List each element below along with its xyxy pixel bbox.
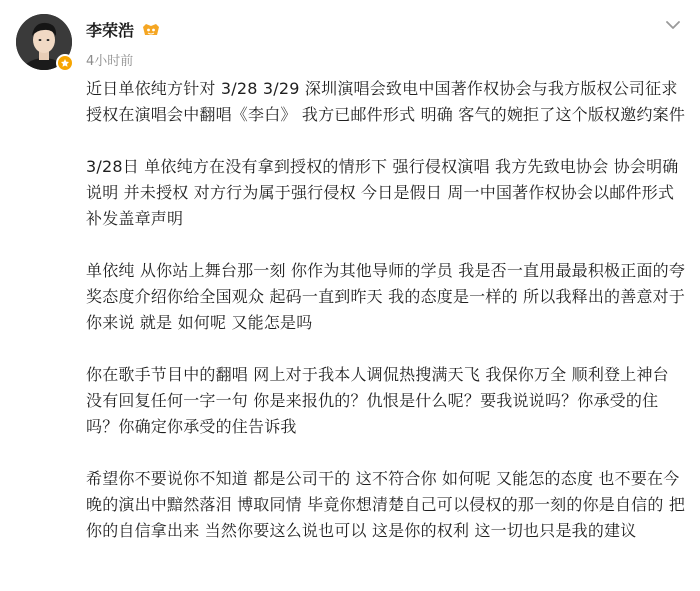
post-paragraph: 单依纯 从你站上舞台那一刻 你作为其他导师的学员 我是否一直用最最积极正面的夸奖态度介绍你给全国观众 起码一直到昨天 我的态度是一样的 所以我释出的善意对于你来说 就是 如何呢 又能怎是吗	[86, 261, 686, 332]
post-timestamp[interactable]: 4小时前	[86, 54, 134, 69]
post-paragraph: 3/28日 单依纯方在没有拿到授权的情形下 强行侵权演唱 我方先致电协会 协会明确说明 并未授权 对方行为属于强行侵权 今日是假日 周一中国著作权协会以邮件形式补发盖章声明	[86, 157, 679, 228]
member-badge-icon[interactable]	[140, 21, 162, 39]
verified-badge-icon	[56, 54, 74, 72]
post-paragraph: 你在歌手节目中的翻唱 网上对于我本人调侃热搜满天飞 我保你万全 顺利登上神台 没有回复任何一字一句 你是来报仇的？仇恨是什么呢？要我说说吗？你承受的住吗？你确定你承受的住告诉我	[86, 365, 669, 436]
username[interactable]: 李荣浩	[86, 21, 135, 40]
post-paragraph: 希望你不要说你不知道 都是公司干的 这不符合你 如何呢 又能怎的态度 也不要在今晚的演出中黯然落泪 博取同情 毕竟你想清楚自己可以侵权的那一刻的你是自信的 把你的自信拿出来 当然你要这么说也可以 这是你的权利 这一切也只是我的建议	[86, 469, 686, 540]
author-row	[86, 18, 162, 41]
post-content	[86, 76, 690, 570]
post-paragraph: 近日单依纯方针对 3/28 3/29 深圳演唱会致电中国著作权协会与我方版权公司征求授权在演唱会中翻唱《李白》 我方已邮件形式 明确 客气的婉拒了这个版权邀约案件	[86, 79, 686, 124]
chevron-down-icon[interactable]	[666, 20, 680, 30]
